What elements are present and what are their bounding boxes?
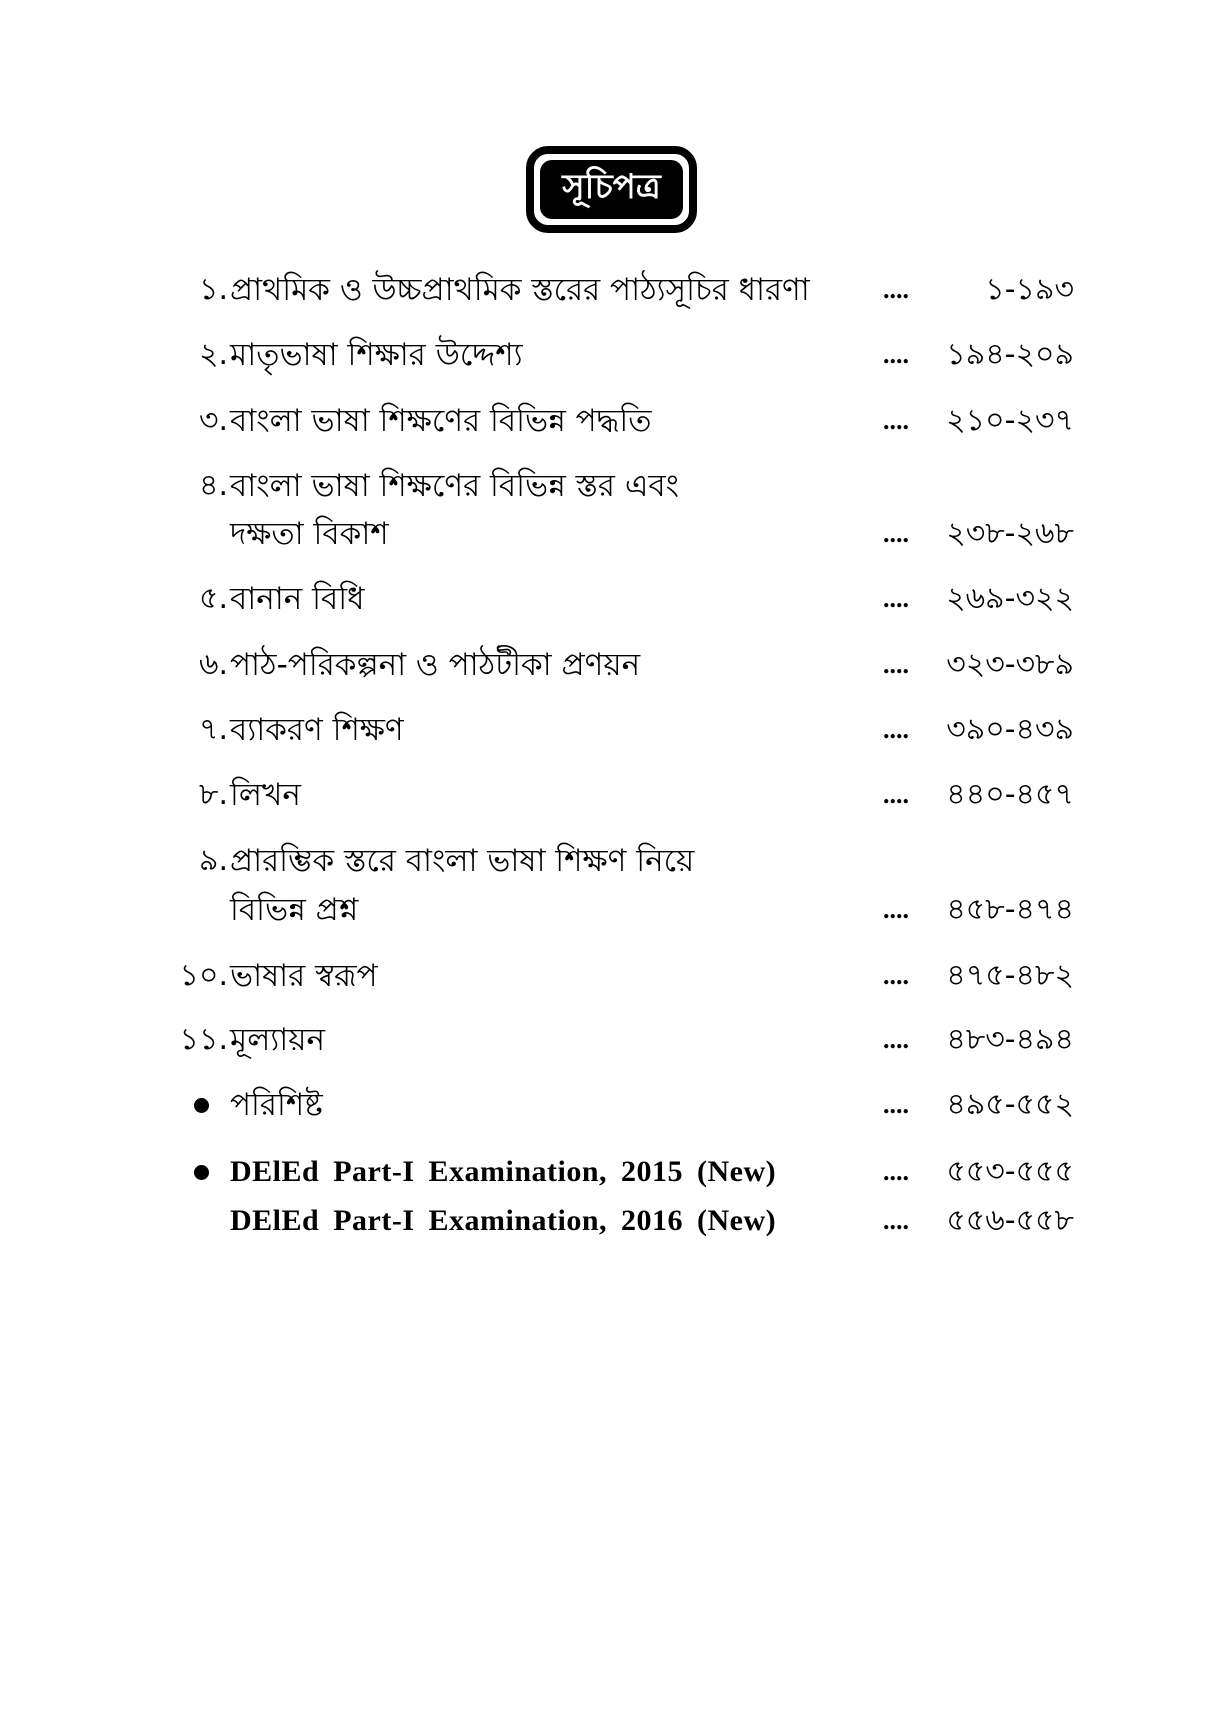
toc-entry-3[interactable] (0, 399, 1214, 443)
toc-title-inner (540, 160, 683, 219)
leader-dots: .... (883, 961, 909, 990)
entry-title: পরিশিষ্ট (230, 1087, 323, 1123)
toc-entry-4-cont[interactable] (0, 512, 1214, 556)
entry-pages: ৪৪০-৪৫৭ (946, 777, 1074, 812)
entry-pages: ২৬৯-৩২২ (946, 581, 1074, 616)
entry-title: DElEd Part-I Examination, 2016 (New) (230, 1204, 777, 1237)
toc-entry-exam-2015[interactable] (0, 1150, 1214, 1194)
entry-number: ২. (198, 337, 228, 372)
leader-dots: .... (883, 519, 909, 548)
toc-entry-10[interactable] (0, 954, 1214, 998)
bullet-icon (194, 1098, 209, 1113)
toc-entry-exam-2016[interactable] (0, 1199, 1214, 1243)
entry-title: DElEd Part-I Examination, 2015 (New) (230, 1155, 777, 1188)
entry-pages: ২৩৮-২৬৮ (946, 516, 1074, 551)
entry-pages: ৪৯৫-৫৫২ (946, 1087, 1074, 1122)
toc-entry-7[interactable] (0, 708, 1214, 752)
entry-pages: ১৯৪-২০৯ (946, 337, 1074, 372)
entry-title: বানান বিধি (230, 581, 365, 617)
entry-pages: ১-১৯৩ (985, 272, 1074, 307)
entry-number: ৪. (198, 468, 228, 503)
entry-title-cont: বিভিন্ন প্রশ্ন (230, 892, 359, 928)
entry-title: প্রারম্ভিক স্তরে বাংলা ভাষা শিক্ষণ নিয়ে (230, 843, 695, 879)
toc-entry-appendix[interactable] (0, 1083, 1214, 1127)
toc-entry-9[interactable] (0, 839, 1214, 883)
leader-dots: .... (883, 650, 909, 679)
entry-title: লিখন (230, 777, 301, 813)
leader-dots: .... (883, 406, 909, 435)
entry-title: বাংলা ভাষা শিক্ষণের বিভিন্ন স্তর এবং (230, 468, 680, 504)
toc-entry-4[interactable] (0, 464, 1214, 508)
entry-title: ভাষার স্বরূপ (230, 958, 378, 994)
entry-number: ১১. (179, 1022, 228, 1057)
entry-title: প্রাথমিক ও উচ্চপ্রাথমিক স্তরের পাঠ্যসূচির ধারণা (230, 272, 810, 308)
leader-dots: .... (883, 1206, 909, 1235)
entry-title-cont: দক্ষতা বিকাশ (230, 516, 389, 552)
leader-dots: .... (883, 1157, 909, 1186)
entry-pages: ৫৫৩-৫৫৫ (946, 1154, 1074, 1189)
entry-number: ৫. (198, 581, 228, 616)
entry-title: পাঠ-পরিকল্পনা ও পাঠটীকা প্রণয়ন (230, 647, 641, 683)
toc-entry-6[interactable] (0, 643, 1214, 687)
entry-title: মূল্যায়ন (230, 1022, 326, 1058)
entry-number: ৯. (198, 843, 228, 878)
leader-dots: .... (883, 1090, 909, 1119)
entry-number: ১০. (179, 958, 228, 993)
entry-number: ৩. (198, 403, 228, 438)
entry-number: ৬. (198, 647, 228, 682)
leader-dots: .... (883, 895, 909, 924)
entry-number: ৭. (198, 712, 228, 747)
leader-dots: .... (883, 584, 909, 613)
entry-pages: ৪৭৫-৪৮২ (946, 958, 1074, 993)
leader-dots: .... (883, 780, 909, 809)
leader-dots: .... (883, 1025, 909, 1054)
toc-title: সূচিপত্র (562, 167, 661, 207)
leader-dots: .... (883, 340, 909, 369)
entry-pages: ৪৮৩-৪৯৪ (946, 1022, 1074, 1057)
entry-pages: ৩২৩-৩৮৯ (946, 647, 1074, 682)
toc-entry-8[interactable] (0, 773, 1214, 817)
entry-title: বাংলা ভাষা শিক্ষণের বিভিন্ন পদ্ধতি (230, 403, 652, 439)
entry-number: ৮. (198, 777, 228, 812)
entry-pages: ৫৫৬-৫৫৮ (946, 1203, 1074, 1238)
entry-pages: ২১০-২৩৭ (946, 403, 1074, 438)
entry-pages: ৪৫৮-৪৭৪ (946, 892, 1074, 927)
toc-entry-9-cont[interactable] (0, 888, 1214, 932)
entry-pages: ৩৯০-৪৩৯ (946, 712, 1074, 747)
leader-dots: .... (883, 715, 909, 744)
entry-title: ব্যাকরণ শিক্ষণ (230, 712, 404, 748)
entry-number: ১. (198, 272, 228, 307)
toc-title-box (526, 146, 697, 233)
toc-entry-2[interactable] (0, 333, 1214, 377)
toc-entry-11[interactable] (0, 1018, 1214, 1062)
bullet-icon (194, 1165, 209, 1180)
entry-title: মাতৃভাষা শিক্ষার উদ্দেশ্য (230, 337, 523, 373)
toc-entry-5[interactable] (0, 577, 1214, 621)
toc-entry-1[interactable] (0, 268, 1214, 312)
leader-dots: .... (883, 275, 909, 304)
